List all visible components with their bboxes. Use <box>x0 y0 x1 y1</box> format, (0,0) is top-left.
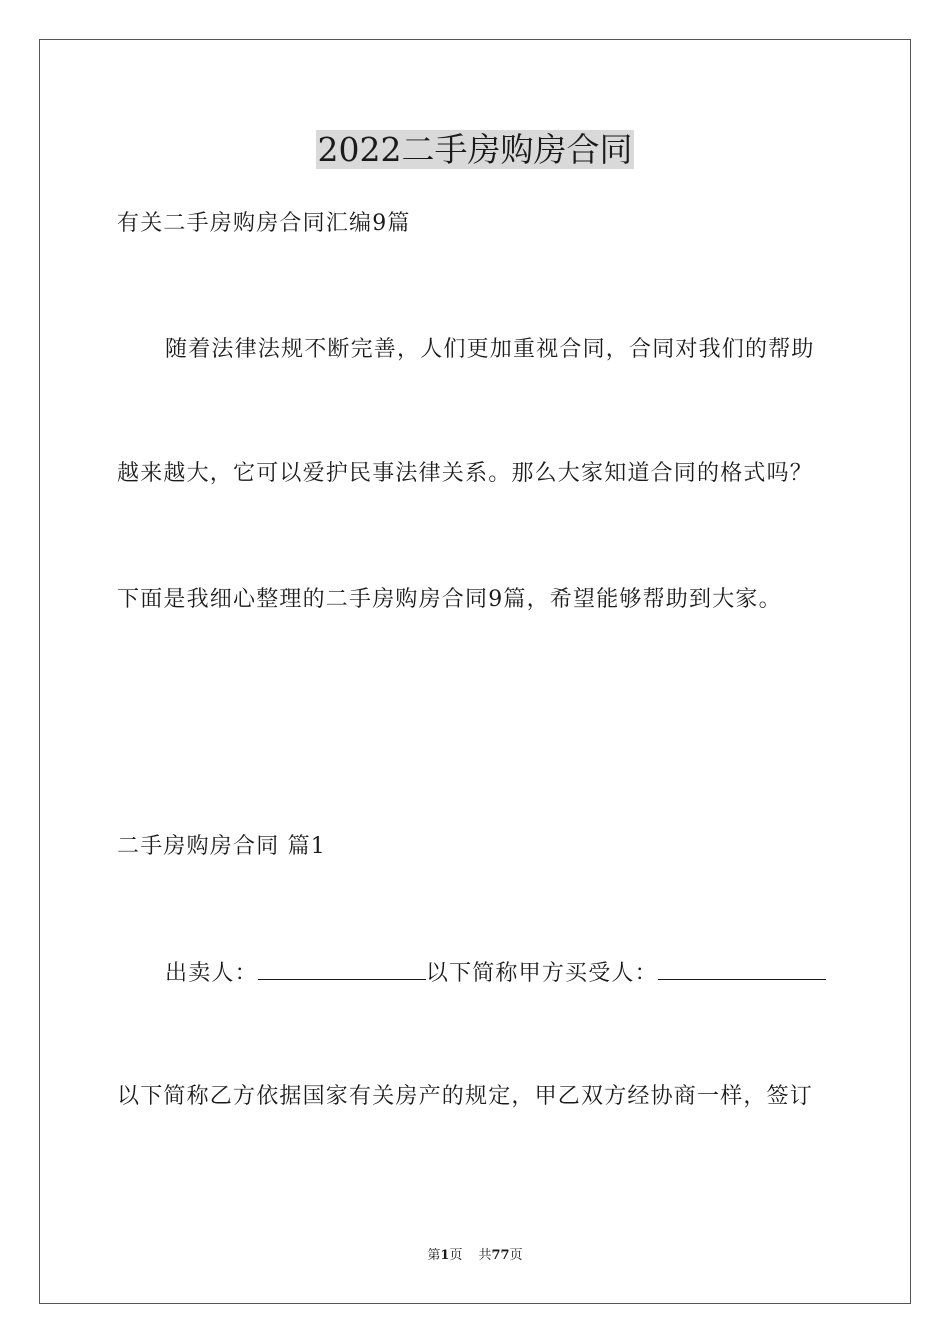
contract-line-2: 以下简称乙方依据国家有关房产的规定，甲乙双方经协商一样，签订 <box>117 1084 814 1109</box>
seller-label: 出卖人： <box>165 961 258 986</box>
intro-line-1: 随着法律法规不断完善，人们更加重视合同，合同对我们的帮助 <box>165 337 815 362</box>
document-subtitle: 有关二手房购房合同汇编9篇 <box>117 211 411 236</box>
page-prefix: 第 <box>427 1248 441 1263</box>
buyer-label: 以下简称甲方买受人： <box>425 961 658 986</box>
total-prefix: 共 <box>478 1248 492 1263</box>
total-suffix: 页 <box>509 1248 523 1263</box>
intro-line-3: 下面是我细心整理的二手房购房合同9篇，希望能够帮助到大家。 <box>117 587 782 612</box>
total-pages: 77 <box>491 1248 510 1263</box>
section-heading: 二手房购房合同 篇1 <box>117 834 326 859</box>
buyer-blank <box>658 957 826 980</box>
page-suffix: 页 <box>449 1248 463 1263</box>
contract-parties-line <box>165 957 826 989</box>
page-footer <box>0 1247 950 1265</box>
intro-line-2: 越来越大，它可以爱护民事法律关系。那么大家知道合同的格式吗？ <box>117 461 814 486</box>
page-number: 1 <box>440 1248 450 1263</box>
seller-blank <box>258 957 426 980</box>
document-title <box>0 128 950 172</box>
document-title-text: 2022二手房购房合同 <box>317 130 633 169</box>
